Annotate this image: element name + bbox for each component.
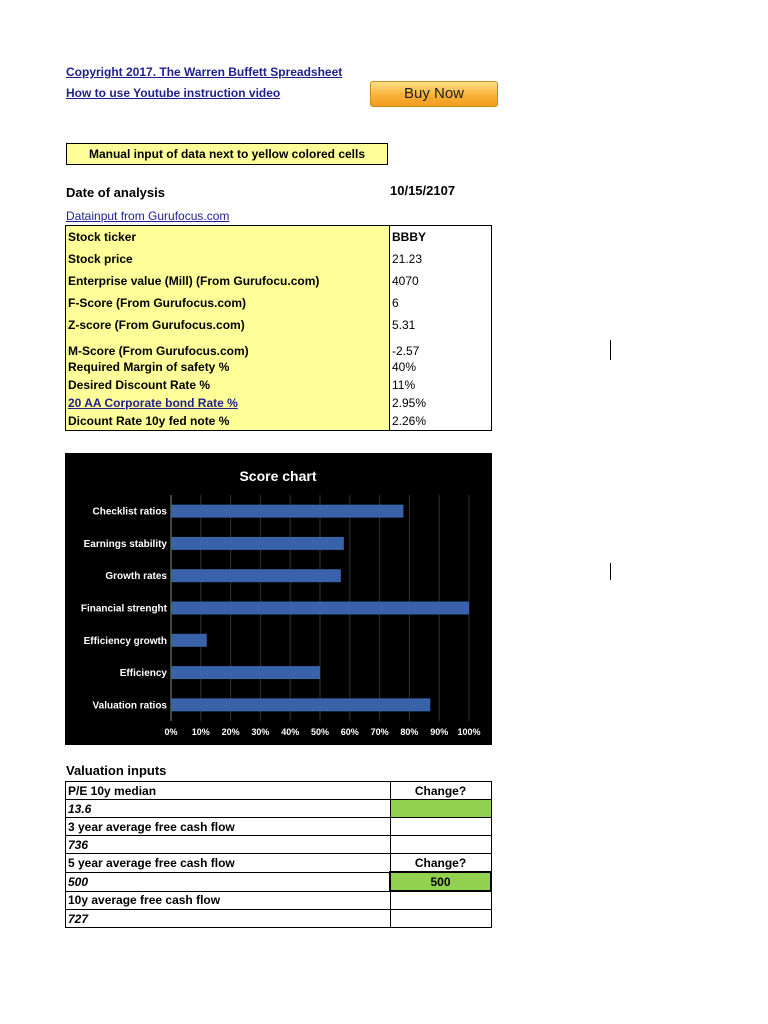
- category-label: Efficiency growth: [83, 635, 167, 647]
- buy-now-button[interactable]: Buy Now: [370, 81, 498, 107]
- input-label: Z-score (From Gurufocus.com): [66, 314, 390, 336]
- date-value: 10/15/2107: [390, 183, 456, 198]
- copyright-link[interactable]: Copyright 2017. The Warren Buffett Spreadsheet: [66, 65, 343, 79]
- datainput-link[interactable]: Datainput from Gurufocus.com: [66, 209, 230, 223]
- input-row: [66, 412, 492, 431]
- x-tick-label: 100%: [457, 727, 481, 737]
- input-label: M-Score (From Gurufocus.com): [66, 336, 390, 358]
- chart-title: Score chart: [239, 468, 317, 484]
- table-row: [66, 782, 492, 800]
- youtube-video-link[interactable]: How to use Youtube instruction video: [66, 86, 281, 100]
- category-label: Financial strenght: [80, 603, 167, 615]
- input-row: [66, 248, 492, 270]
- input-label: Enterprise value (Mill) (From Gurufocu.com): [66, 270, 390, 292]
- valuation-table: [65, 781, 492, 928]
- change-header: Change?: [390, 854, 491, 873]
- change-input[interactable]: 500: [390, 872, 491, 891]
- text-cursor-mark: [610, 563, 611, 580]
- score-chart-svg: [65, 453, 492, 745]
- date-label: Date of analysis: [66, 185, 165, 200]
- input-label: Required Margin of safety %: [66, 358, 390, 376]
- input-row: [66, 292, 492, 314]
- valuation-value: 500: [66, 872, 391, 891]
- input-row: [66, 376, 492, 394]
- table-row: [66, 800, 492, 818]
- x-tick-label: 90%: [430, 727, 449, 737]
- bond-rate-link[interactable]: 20 AA Corporate bond Rate %: [68, 396, 238, 410]
- input-row: [66, 314, 492, 336]
- valuation-label: 10y average free cash flow: [66, 891, 391, 910]
- bar: [171, 602, 469, 615]
- table-row: [66, 818, 492, 836]
- bar: [171, 666, 320, 679]
- category-label: Valuation ratios: [92, 700, 167, 712]
- manual-input-note: Manual input of data next to yellow colored cells: [66, 143, 388, 165]
- table-row: [66, 872, 492, 891]
- input-value[interactable]: BBBY: [390, 226, 492, 249]
- bar: [171, 634, 207, 647]
- x-tick-label: 60%: [340, 727, 359, 737]
- change-cell[interactable]: [390, 891, 491, 910]
- valuation-label: 3 year average free cash flow: [66, 818, 391, 836]
- input-label: Desired Discount Rate %: [66, 376, 390, 394]
- valuation-value: 727: [66, 910, 391, 928]
- category-label: Earnings stability: [83, 538, 167, 550]
- input-value[interactable]: 2.95%: [390, 394, 492, 412]
- input-label: Stock ticker: [66, 226, 390, 249]
- input-row: [66, 336, 492, 358]
- x-tick-label: 0%: [164, 727, 178, 737]
- x-tick-label: 80%: [400, 727, 419, 737]
- x-tick-label: 50%: [310, 727, 330, 737]
- input-row: [66, 270, 492, 292]
- input-value[interactable]: 4070: [390, 270, 492, 292]
- input-label: [66, 394, 390, 412]
- bar: [171, 698, 430, 711]
- valuation-label: P/E 10y median: [66, 782, 391, 800]
- bar: [171, 569, 341, 582]
- change-input[interactable]: [390, 800, 491, 818]
- x-tick-label: 10%: [191, 727, 210, 737]
- table-row: [66, 910, 492, 928]
- category-label: Checklist ratios: [92, 506, 167, 518]
- change-header: Change?: [390, 782, 491, 800]
- input-label: F-Score (From Gurufocus.com): [66, 292, 390, 314]
- valuation-label: 5 year average free cash flow: [66, 854, 391, 873]
- valuation-value: 13.6: [66, 800, 391, 818]
- input-label: Dicount Rate 10y fed note %: [66, 412, 390, 431]
- input-table: [65, 225, 492, 431]
- input-row: [66, 394, 492, 412]
- table-row: [66, 891, 492, 910]
- input-row: [66, 358, 492, 376]
- table-row: [66, 836, 492, 854]
- change-cell[interactable]: [390, 836, 491, 854]
- input-value[interactable]: -2.57: [390, 336, 492, 358]
- text-cursor-mark: [610, 340, 611, 360]
- x-tick-label: 40%: [281, 727, 300, 737]
- category-label: Growth rates: [105, 571, 167, 583]
- table-row: [66, 854, 492, 873]
- input-label: Stock price: [66, 248, 390, 270]
- input-value[interactable]: 11%: [390, 376, 492, 394]
- input-value[interactable]: 6: [390, 292, 492, 314]
- change-cell[interactable]: [390, 910, 491, 928]
- valuation-title: Valuation inputs: [66, 763, 167, 778]
- x-tick-label: 70%: [370, 727, 389, 737]
- input-value[interactable]: 2.26%: [390, 412, 492, 431]
- input-row: [66, 226, 492, 249]
- bar: [171, 505, 403, 518]
- valuation-value: 736: [66, 836, 391, 854]
- input-value[interactable]: 40%: [390, 358, 492, 376]
- x-tick-label: 30%: [251, 727, 270, 737]
- change-cell[interactable]: [390, 818, 491, 836]
- x-tick-label: 20%: [221, 727, 240, 737]
- input-value[interactable]: 21.23: [390, 248, 492, 270]
- score-chart: [65, 453, 492, 745]
- bar: [171, 537, 344, 550]
- input-value[interactable]: 5.31: [390, 314, 492, 336]
- category-label: Efficiency: [119, 668, 167, 680]
